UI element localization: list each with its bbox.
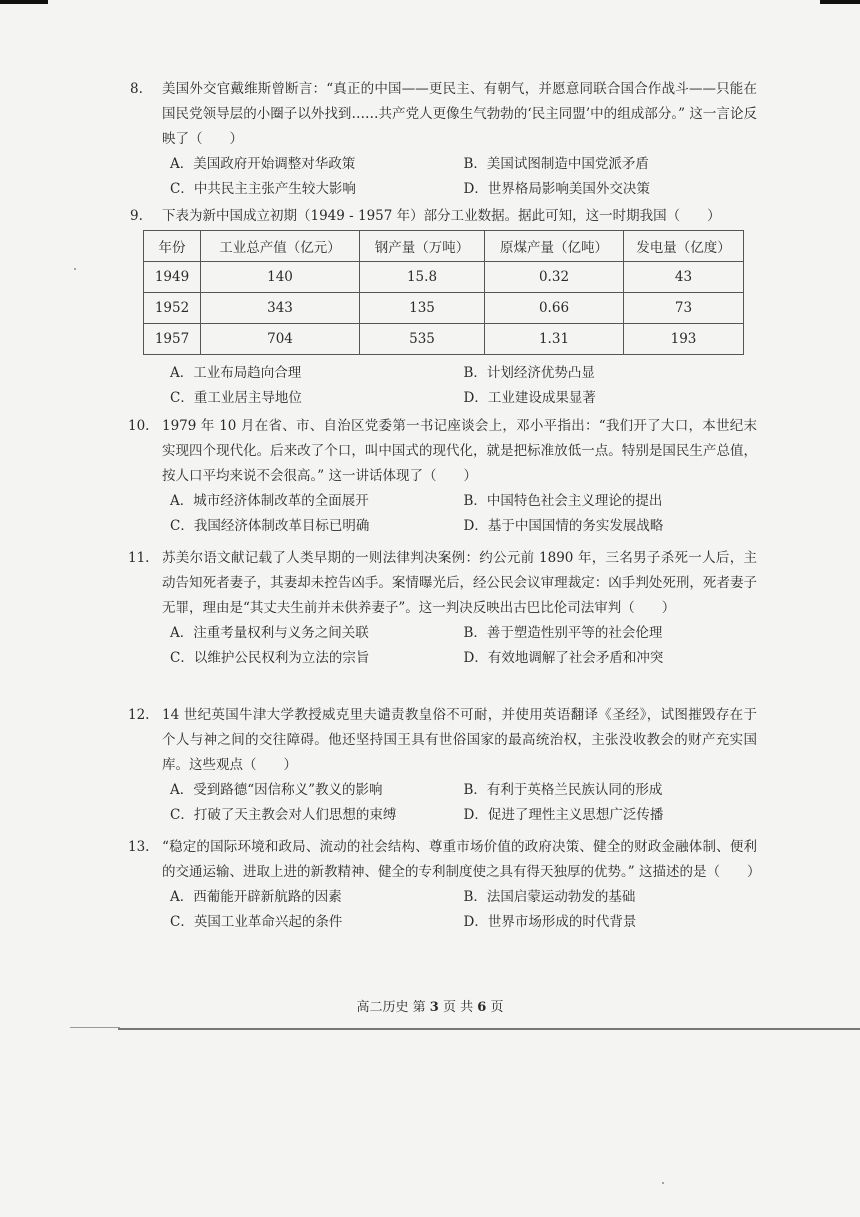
table-cell: 0.66 xyxy=(485,293,624,324)
question-text: 1979 年 10 月在省、市、自治区党委第一书记座谈会上，邓小平指出：“我们开了大口，本世纪末实现四个现代化。后来改了个口，叫中国式的现代化，就是把标准放低一点。特别是国民生产总值，按人口平均来说不会很高。” 这一讲话体现了（ ） xyxy=(162,418,757,484)
divider-line xyxy=(118,1028,860,1030)
question-number: 8. xyxy=(130,81,143,97)
footer-total-pages: 6 xyxy=(477,1000,487,1015)
question-9-options xyxy=(132,361,757,411)
options xyxy=(132,885,757,935)
footer-mid: 页 共 xyxy=(442,1000,474,1015)
question-12 xyxy=(128,703,757,828)
options xyxy=(132,361,757,411)
question-number: 9. xyxy=(130,208,143,224)
industry-data-table xyxy=(143,230,744,355)
option-b[interactable]: B．美国试图制造中国党派矛盾 xyxy=(463,156,649,172)
table-row xyxy=(144,293,744,324)
question-11 xyxy=(128,546,757,671)
table-row xyxy=(144,324,744,355)
scan-speck xyxy=(74,268,76,270)
question-9 xyxy=(132,204,757,229)
table-cell: 1957 xyxy=(144,324,201,355)
question-text: “稳定的国际环境和政局、流动的社会结构、尊重市场价值的政府决策、健全的财政金融体制、便利的交通运输、进取上进的新教精神、健全的专利制度使之具有得天独厚的优势。” 这描述的是（ ） xyxy=(162,839,761,880)
option-a[interactable]: A．受到路德“因信称义”教义的影响 xyxy=(170,782,383,798)
option-c[interactable]: C．重工业居主导地位 xyxy=(170,390,302,406)
option-b[interactable]: B．计划经济优势凸显 xyxy=(463,365,595,381)
option-c[interactable]: C．中共民主主张产生较大影响 xyxy=(170,181,356,197)
question-text: 下表为新中国成立初期（1949 - 1957 年）部分工业数据。据此可知，这一时期我国（ ） xyxy=(162,208,721,224)
option-a[interactable]: A．西葡能开辟新航路的因素 xyxy=(170,889,342,905)
table-cell: 193 xyxy=(624,324,744,355)
options xyxy=(132,489,757,539)
divider-line xyxy=(70,1027,120,1028)
scan-speck xyxy=(662,1182,664,1184)
table-cell: 73 xyxy=(624,293,744,324)
question-text: 苏美尔语文献记载了人类早期的一则法律判决案例：约公元前 1890 年，三名男子杀死一人后，主动告知死者妻子，其妻却未控告凶手。案情曝光后，经公民会议审理裁定：凶手判处死刑，死者妻子无罪，理由是“其丈夫生前并未供养妻子”。这一判决反映出古巴比伦司法审判（ ） xyxy=(162,550,757,616)
question-number: 11. xyxy=(128,550,150,566)
table-header-cell: 年份 xyxy=(144,231,201,262)
option-c[interactable]: C．我国经济体制改革目标已明确 xyxy=(170,518,370,534)
option-b[interactable]: B．善于塑造性别平等的社会伦理 xyxy=(463,625,663,641)
option-d[interactable]: D．世界格局影响美国外交决策 xyxy=(463,181,650,197)
table-cell: 343 xyxy=(201,293,360,324)
table-cell: 135 xyxy=(360,293,485,324)
option-c[interactable]: C．英国工业革命兴起的条件 xyxy=(170,914,343,930)
table-cell: 43 xyxy=(624,262,744,293)
option-a[interactable]: A．城市经济体制改革的全面展开 xyxy=(170,493,369,509)
footer-page-number: 3 xyxy=(429,1000,439,1015)
option-b[interactable]: B．中国特色社会主义理论的提出 xyxy=(463,493,663,509)
table-cell: 140 xyxy=(201,262,360,293)
option-d[interactable]: D．基于中国国情的务实发展战略 xyxy=(463,518,664,534)
footer-subject: 高二历史 第 xyxy=(356,1000,426,1015)
option-a[interactable]: A．美国政府开始调整对华政策 xyxy=(170,156,356,172)
table-header-cell: 钢产量（万吨） xyxy=(360,231,485,262)
option-a[interactable]: A．工业布局趋向合理 xyxy=(170,365,302,381)
table-cell: 1952 xyxy=(144,293,201,324)
option-c[interactable]: C．打破了天主教会对人们思想的束缚 xyxy=(170,807,397,823)
table-cell: 15.8 xyxy=(360,262,485,293)
question-text: 美国外交官戴维斯曾断言：“真正的中国——更民主、有朝气，并愿意同联合国合作战斗——只能在国民党领导层的小圈子以外找到……共产党人更像生气勃勃的‘民主同盟’中的组成部分。” 这一言论反映了（ ） xyxy=(162,81,757,147)
table-cell: 0.32 xyxy=(485,262,624,293)
table-header-cell: 原煤产量（亿吨） xyxy=(485,231,624,262)
options xyxy=(132,621,757,671)
table-cell: 1949 xyxy=(144,262,201,293)
table-row xyxy=(144,262,744,293)
table-cell: 704 xyxy=(201,324,360,355)
option-b[interactable]: B．法国启蒙运动勃发的基础 xyxy=(463,889,636,905)
table-cell: 535 xyxy=(360,324,485,355)
page-footer xyxy=(0,996,860,1015)
options xyxy=(132,778,757,828)
option-a[interactable]: A．注重考量权利与义务之间关联 xyxy=(170,625,369,641)
question-number: 13. xyxy=(128,839,150,855)
question-13 xyxy=(128,835,761,935)
table-cell: 1.31 xyxy=(485,324,624,355)
question-8 xyxy=(132,77,757,202)
table-header-cell: 发电量（亿度） xyxy=(624,231,744,262)
footer-end: 页 xyxy=(490,1000,504,1015)
question-number: 12. xyxy=(128,707,150,723)
question-10 xyxy=(128,414,757,539)
options xyxy=(132,152,757,202)
question-text: 14 世纪英国牛津大学教授威克里夫谴责教皇俗不可耐，并使用英语翻译《圣经》，试图摧毁存在于个人与神之间的交往障碍。他还坚持国王具有世俗国家的最高统治权，主张没收教会的财产充实国库。这些观点（ ） xyxy=(162,707,757,773)
option-b[interactable]: B．有利于英格兰民族认同的形成 xyxy=(463,782,663,798)
question-number: 10. xyxy=(128,418,150,434)
table-header-cell: 工业总产值（亿元） xyxy=(201,231,360,262)
option-d[interactable]: D．工业建设成果显著 xyxy=(463,390,596,406)
option-d[interactable]: D．世界市场形成的时代背景 xyxy=(463,914,637,930)
option-c[interactable]: C．以维护公民权利为立法的宗旨 xyxy=(170,650,370,666)
option-d[interactable]: D．促进了理性主义思想广泛传播 xyxy=(463,807,664,823)
option-d[interactable]: D．有效地调解了社会矛盾和冲突 xyxy=(463,650,664,666)
table-header-row xyxy=(144,231,744,262)
